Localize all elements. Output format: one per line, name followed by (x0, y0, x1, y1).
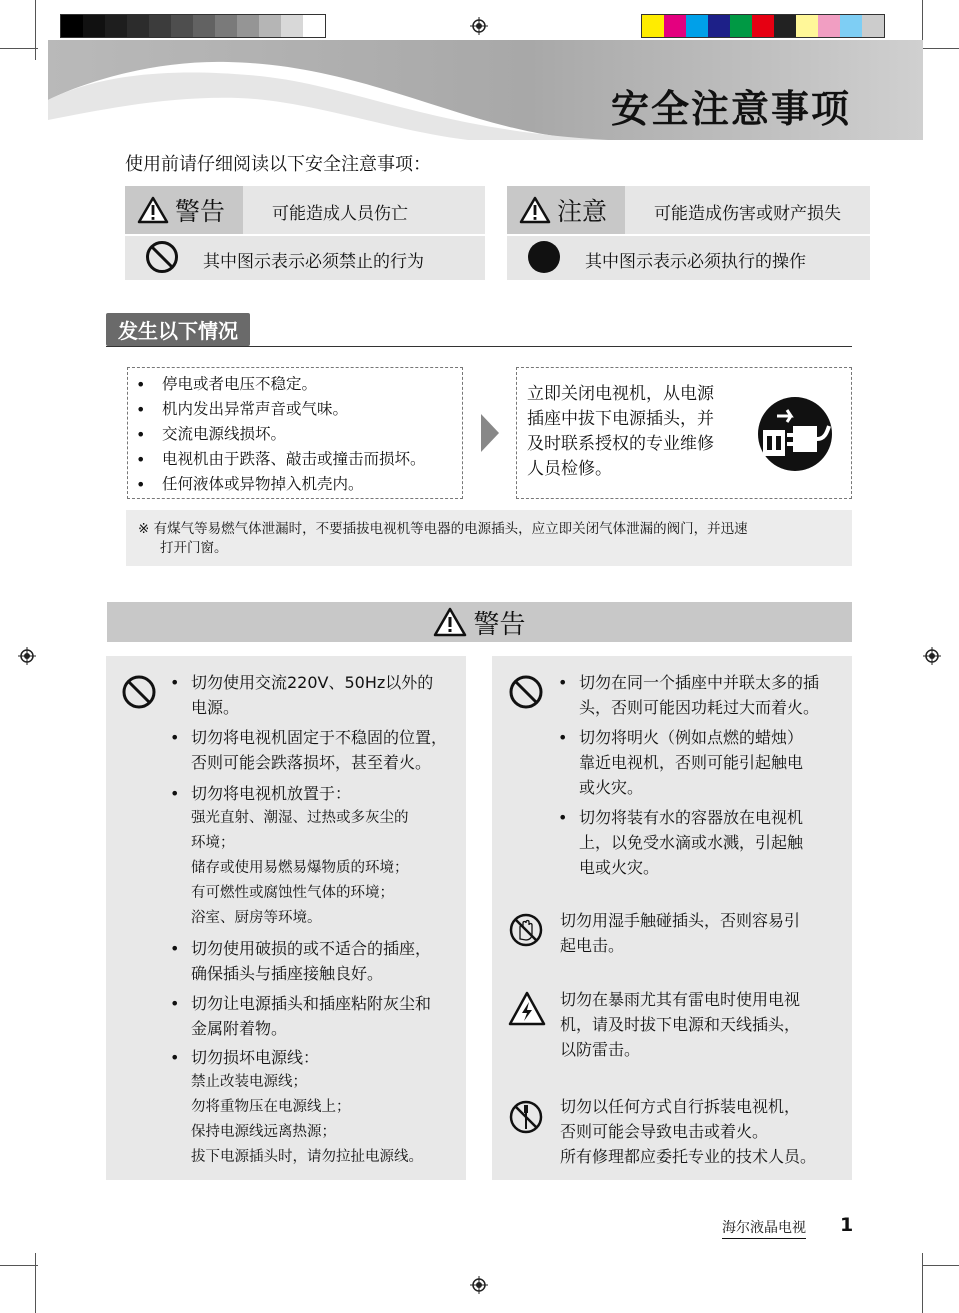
page-title: 安全注意事项 (610, 87, 851, 131)
list-item: • 切勿将电视机放置于： 强光直射、潮湿、过热或多灰尘的 环境； 储存或使用易燃易爆物质的环境； 有可燃性或腐蚀性气体的环境； 浴室、厨房等环境。 (170, 784, 409, 926)
list-item: • 机内发出异常声音或气味。 (128, 397, 462, 422)
legend-warning-sub: 其中图示表示必须禁止的行为 (203, 252, 424, 272)
registration-mark-icon (18, 647, 36, 665)
registration-mark-icon (470, 17, 488, 35)
section-rule (106, 346, 852, 347)
list-item: • 切勿使用交流220V、50Hz以外的 电源。 (170, 673, 434, 717)
list-item: • 切勿使用破损的或不适合的插座， 确保插头与插座接触良好。 (170, 939, 432, 983)
list-item: • 切勿在同一个插座中并联太多的插 头，否则可能因功耗过大而着火。 (558, 673, 820, 717)
warning-panel-right (492, 656, 852, 1180)
legend-warning-label: 警告 (175, 197, 226, 226)
list-item: • 任何液体或异物掉入机壳内。 (128, 472, 462, 497)
registration-mark-icon (470, 1276, 488, 1294)
list-item: • 交流电源线损坏。 (128, 422, 462, 447)
list-item: • 停电或者电压不稳定。 (128, 372, 462, 397)
arrow-right-icon (479, 412, 501, 454)
storm-warning: 切勿在暴雨尤其有雷电时使用电视 机，请及时拔下电源和天线插头， 以防雷击。 (560, 990, 801, 1059)
legend-caution (507, 186, 870, 280)
unplug-icon (757, 396, 833, 472)
legend-warning-desc: 可能造成人员伤亡 (272, 204, 408, 224)
crop-mark (922, 48, 959, 49)
crop-mark (922, 1265, 959, 1266)
no-wet-hands-icon (508, 912, 544, 948)
lightning-warning-icon (508, 991, 546, 1027)
legend-caution-sub: 其中图示表示必须执行的操作 (585, 252, 806, 272)
disassembly-warning: 切勿以任何方式自行拆装电视机， 否则可能会导致电击或着火。 所有修理都应委托专业的技术人员。 (560, 1097, 817, 1166)
crop-mark (0, 48, 38, 49)
list-item: • 切勿将装有水的容器放在电视机 上，以免受水滴或水溅，引起触 电或火灾。 (558, 808, 804, 877)
legend-warning-tag (125, 186, 243, 234)
warning-triangle-icon (137, 196, 169, 224)
grayscale-bar (60, 14, 326, 38)
wet-hands-warning: 切勿用湿手触碰插头，否则容易引 起电击。 (560, 911, 801, 955)
no-disassembly-icon (508, 1099, 544, 1135)
list-item: • 切勿将明火（例如点燃的蜡烛） 靠近电视机，否则可能引起触电 或火灾。 (558, 728, 804, 797)
list-item: • 切勿将电视机固定于不稳固的位置， 否则可能会跌落损坏，甚至着火。 (170, 728, 448, 772)
crop-mark (922, 1253, 923, 1313)
action-text: 立即关闭电视机，从电源 插座中拔下电源插头，并 及时联系授权的专业维修 人员检修。 (527, 384, 714, 479)
list-item: • 切勿让电源插头和插座粘附灰尘和 金属附着物。 (170, 994, 432, 1038)
mandatory-action-icon (527, 240, 561, 274)
page-number: 1 (840, 1214, 854, 1236)
prohibited-icon (508, 674, 544, 710)
crop-mark (0, 1265, 38, 1266)
legend-caution-desc: 可能造成伤害或财产损失 (654, 204, 841, 224)
intro-text: 使用前请仔细阅读以下安全注意事项： (125, 154, 431, 175)
divider (507, 234, 870, 236)
prohibited-icon (145, 240, 179, 274)
legend-warning (125, 186, 485, 280)
prohibited-icon (121, 674, 157, 710)
list-item: • 电视机由于跌落、敲击或撞击而损坏。 (128, 447, 462, 472)
footer-brand: 海尔液晶电视 (722, 1217, 806, 1239)
situation-list (128, 372, 462, 497)
gas-leak-note (126, 510, 852, 566)
warning-panel-left (106, 656, 466, 1180)
situation-list-box (127, 367, 463, 499)
legend-caution-label: 注意 (557, 197, 608, 226)
divider (125, 234, 485, 236)
legend-caution-tag (507, 186, 625, 234)
registration-mark-icon (923, 647, 941, 665)
crop-mark (35, 1253, 36, 1313)
crop-mark (35, 0, 36, 60)
note-line-1: 有煤气等易燃气体泄漏时，不要插拔电视机等电器的电源插头，应立即关闭气体泄漏的阀门，并迅速 (153, 521, 748, 537)
caution-triangle-icon (519, 196, 551, 224)
note-mark: ※ (138, 521, 150, 537)
warning-section-label: 警告 (473, 609, 526, 640)
warning-section-bar (107, 602, 852, 642)
action-box (516, 367, 852, 499)
section-heading: 发生以下情况 (106, 313, 250, 346)
warning-triangle-icon (433, 607, 467, 637)
color-bar (641, 14, 885, 38)
note-line-2: 打开门窗。 (160, 540, 228, 556)
list-item: • 切勿损坏电源线： 禁止改装电源线； 勿将重物压在电源线上； 保持电源线远离热源； 拔下电源插头时，请勿拉扯电源线。 (170, 1048, 423, 1165)
